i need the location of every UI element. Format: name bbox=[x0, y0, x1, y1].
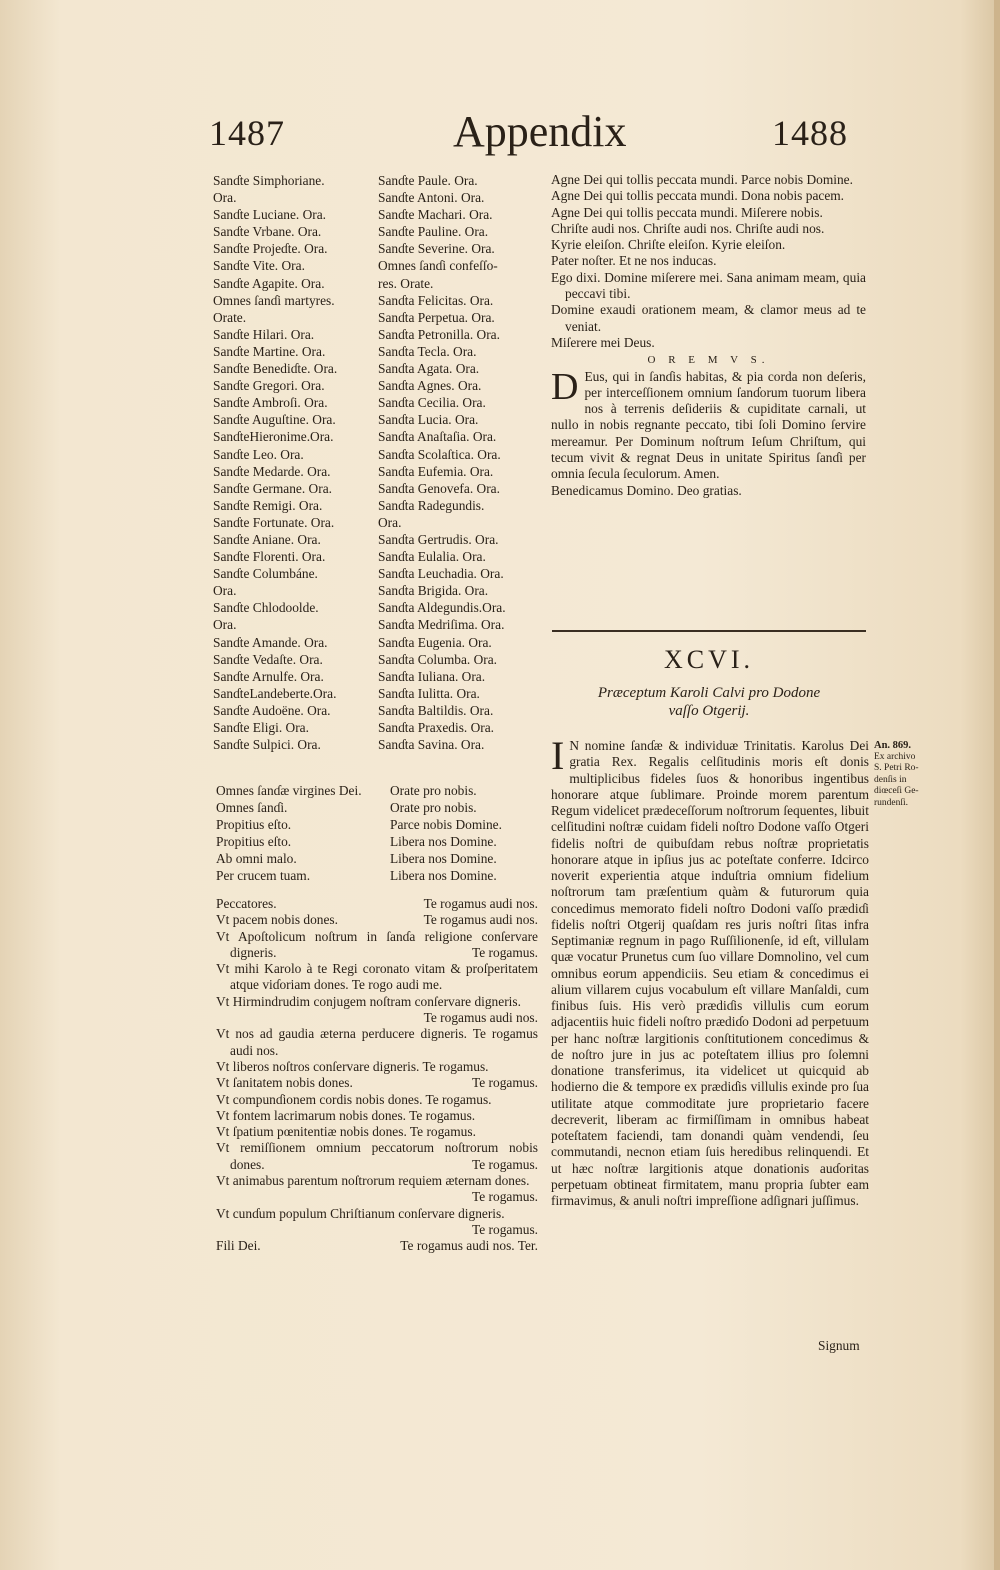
invocation-row bbox=[216, 799, 534, 816]
petition-text: Vt nos ad gaudia æterna perducere digneris. Te rogamus audi nos. bbox=[216, 1026, 538, 1058]
litany-line: Sanɗta Anaſtaſia. Ora. bbox=[378, 429, 497, 445]
litany-line: Ora. bbox=[213, 190, 237, 206]
petition-text: Vt pacem nobis dones. bbox=[216, 912, 338, 928]
left-page-number: 1487 bbox=[209, 113, 285, 153]
petition-line bbox=[216, 1124, 538, 1140]
litany-line: SanɗteLandeberte.Ora. bbox=[213, 685, 337, 701]
litany-line: Sanɗte Columbáne. bbox=[213, 566, 318, 582]
invocation-text: Per crucem tuam. bbox=[216, 868, 311, 884]
document-title-line-1: Præceptum Karoli Calvi pro Dodone bbox=[597, 685, 821, 701]
litany-line: Omnes ſanɗi martyres. bbox=[213, 292, 335, 308]
litany-line: Sanɗte Hilari. Ora. bbox=[213, 326, 315, 342]
litany-line: SanɗteHieronime.Ora. bbox=[213, 429, 334, 445]
litany-line: Sanɗte Eligi. Ora. bbox=[213, 720, 309, 735]
invocation-row bbox=[216, 833, 534, 850]
petition-line bbox=[216, 1059, 538, 1075]
litany-line: Sanɗte Agapite. Ora. bbox=[213, 275, 325, 291]
petition-text: Vt ſpatium pœnitentiæ nobis dones. Te rogamus. bbox=[216, 1124, 476, 1140]
litany-line: Sanɗte Luciane. Ora. bbox=[213, 207, 327, 223]
closing-line: Agne Dei qui tollis peccata mundi. Parce nobis Domine. bbox=[551, 172, 853, 187]
running-title: Appendix bbox=[453, 107, 627, 156]
invocation-row bbox=[216, 850, 534, 867]
closing-line: Pater noſter. Et ne nos inducas. bbox=[551, 253, 717, 269]
petition-response: Te rogamus. bbox=[472, 1221, 538, 1237]
litany-line: Sanɗte Medarde. Ora. bbox=[213, 463, 331, 479]
petition-response: Te rogamus audi nos. bbox=[423, 896, 538, 911]
invocation-response: Orate pro nobis. bbox=[390, 783, 477, 798]
petition-line bbox=[216, 1092, 538, 1108]
section-divider bbox=[552, 630, 866, 632]
closing-line: Ego dixi. Domine miſerere mei. Sana animam meam, quia peccavi tibi. bbox=[551, 269, 866, 302]
litany-line: Sanɗta Eugenia. Ora. bbox=[378, 634, 492, 650]
petition-response: Te rogamus. bbox=[472, 944, 538, 960]
litany-line: Sanɗte Leo. Ora. bbox=[213, 446, 304, 462]
litany-line: Sanɗte Projeɗte. Ora. bbox=[213, 241, 328, 257]
invocation-response: Orate pro nobis. bbox=[390, 800, 477, 816]
litany-line: Sanɗta Scolaſtica. Ora. bbox=[378, 446, 501, 462]
petition-response: Te rogamus audi nos. bbox=[423, 912, 538, 928]
invocation-row bbox=[216, 816, 534, 833]
invocation-text: Ab omni malo. bbox=[216, 851, 297, 867]
invocation-text: Propitius eſto. bbox=[216, 817, 292, 833]
benedicamus-line: Benedicamus Domino. Deo gratias. bbox=[551, 482, 742, 498]
litany-line: Sanɗte Severine. Ora. bbox=[378, 241, 495, 257]
closing-line: Kyrie eleiſon. Chriſte eleiſon. Kyrie eleiſon. bbox=[551, 237, 786, 253]
invocation-response: Libera nos Domine. bbox=[390, 851, 497, 867]
petition-response: Te rogamus. bbox=[472, 1189, 538, 1205]
closing-line: Chriſte audi nos. Chriſte audi nos. Chriſte audi nos. bbox=[551, 220, 825, 236]
litany-line: Orate. bbox=[213, 309, 247, 325]
litany-line: Sanɗte Auguſtine. Ora. bbox=[213, 412, 336, 428]
charter-body: N nomine ſanɗæ & individuæ Trinitatis. Karolus Dei gratia Rex. Regalis celſitudinis moris eſt donis multiplicibus fideles ſuos & honoribus ingentibus honorare atque ſublimare. Proinde morem parentum Regum videlicet prædeceſſorum noſtrorum ſequentes, libuit celſitudini noſtræ cuidam fideli noſtro Dodone vaſſo Otgeri fidelis noſtri de quibuſdam rebus noſtræ proprietatis honorare atque in ipſius jus ac poteſtate conferre. Idcirco noverit experientia atque induſtria omnium fidelium noſtrorum tam præſentium quàm & futurorum quia concedimus memorato fideli noſtro Dodoni vaſſo prædiɗi fidelis noſtri Otgerij quaſdam res juris noſtri ſitas infra Septimaniæ regnum in pago Ruſſilionenſe, id eſt, villulam quæ vocatur Prunetus cum ſuo villare Domnolino, vel cum omnibus eorum appendiciis. Seu etiam & concedimus ei alium villarem cujus vocabulum eſt villare Manſaldi, cum finibus ſuis. His verò prædiɗis villulis cum eorum adjacentiis huic fideli noſtro prædiɗo Dodoni ad perpetuum per hanc noſtræ largitionis conſtitutionem concedimus & de noſtro jure in jus ac poteſtatem illius pro ſolemni donatione transferimus, ita videlicet ut quicquid ab hodierno die & tempore ex prædiɗis villulis exinde pro ſua utilitate atque commoditate jure proprietario facere decreverit, liberam ac firmiſſimam in omnibus habeat poteſtatem faciendi, tam donandi quàm vendendi, ſeu commutandi, necnon etiam ſuis heredibus relinquendi. Et ut hæc noſtræ largitionis atque donationis auɗoritas perpetuam obtineat firmitatem, manu propria ſubter eam firmavimus, & anuli noſtri impreſſione adſignari juſſimus. bbox=[551, 738, 869, 1208]
litany-line: Sanɗta Iulitta. Ora. bbox=[378, 685, 480, 701]
closing-lines bbox=[551, 172, 866, 351]
collect-prayer bbox=[551, 365, 866, 483]
litany-line: Sanɗte Ambroſi. Ora. bbox=[213, 395, 328, 411]
petition-text: Vt cunɗum populum Chriſtianum conſervare digneris. bbox=[216, 1205, 505, 1221]
invocation-text: Propitius eſto. bbox=[216, 834, 292, 850]
invocation-text: Omnes ſanɗæ virgines Dei. bbox=[216, 783, 362, 798]
petition-response: Te rogamus. bbox=[472, 1156, 538, 1172]
litany-line: Sanɗte Vite. Ora. bbox=[213, 258, 305, 274]
petition-text: Vt Apoſtolicum noſtrum in ſanɗa religione conſervare digneris. bbox=[216, 928, 538, 960]
litany-line: Sanɗte Arnulfe. Ora. bbox=[213, 668, 324, 684]
invocation-row bbox=[216, 782, 534, 799]
litany-line: Sanɗte Aniane. Ora. bbox=[213, 531, 321, 547]
litany-line: Sanɗta Agata. Ora. bbox=[378, 361, 480, 377]
litany-line: Sanɗta Genovefa. Ora. bbox=[378, 480, 500, 496]
charter-text bbox=[551, 733, 869, 1209]
petitions-list bbox=[216, 896, 538, 1255]
litany-line: Ora. bbox=[213, 617, 237, 633]
page-header bbox=[0, 107, 1000, 162]
margin-note-line: diœceſi Ge- bbox=[874, 786, 919, 796]
litany-line: Sanɗta Agnes. Ora. bbox=[378, 378, 482, 394]
petition-text: Vt remiſſionem omnium peccatorum noſtrorum nobis dones. bbox=[216, 1140, 538, 1172]
litany-line: Sanɗte Machari. Ora. bbox=[378, 207, 493, 223]
invocation-response: Parce nobis Domine. bbox=[390, 817, 502, 833]
litany-line: Sanɗta Iuliana. Ora. bbox=[378, 668, 486, 684]
petition-line bbox=[216, 961, 538, 994]
litany-line: Sanɗta Radegundis. bbox=[378, 497, 485, 513]
drop-capital-i: I bbox=[551, 733, 565, 778]
litany-line: res. Orate. bbox=[378, 275, 434, 291]
petition-line bbox=[216, 1206, 538, 1239]
closing-line: Agne Dei qui tollis peccata mundi. Dona nobis pacem. bbox=[551, 188, 845, 204]
litany-line: Sanɗte Martine. Ora. bbox=[213, 343, 326, 359]
margin-note-line: rundenſi. bbox=[874, 797, 909, 808]
closing-line: Domine exaudi orationem meam, & clamor meus ad te veniat. bbox=[551, 302, 866, 334]
invocation-row bbox=[216, 867, 534, 884]
litany-line: Sanɗte Sulpici. Ora. bbox=[213, 737, 321, 753]
document-title bbox=[552, 684, 866, 720]
petition-text: Peccatores. bbox=[216, 896, 277, 911]
litany-line: Sanɗta Perpetua. Ora. bbox=[378, 309, 495, 325]
book-spine-edge bbox=[994, 0, 1000, 1570]
litany-line: Sanɗta Felicitas. Ora. bbox=[378, 292, 494, 308]
margin-note-line: denſis in bbox=[874, 774, 907, 785]
litany-line: Sanɗta Cecilia. Ora. bbox=[378, 395, 486, 411]
catchword: Signum bbox=[818, 1338, 860, 1353]
litany-column-left bbox=[213, 172, 385, 753]
litany-line: Sanɗte Antoni. Ora. bbox=[378, 190, 485, 206]
petition-line bbox=[216, 994, 538, 1027]
petition-line bbox=[216, 1238, 538, 1254]
litany-line: Sanɗta Eulalia. Ora. bbox=[378, 549, 486, 565]
litany-line: Sanɗta Lucia. Ora. bbox=[378, 412, 479, 428]
litany-line: Sanɗte Germane. Ora. bbox=[213, 480, 332, 496]
petition-line bbox=[216, 1026, 538, 1059]
litany-line: Sanɗta Aldegundis.Ora. bbox=[378, 600, 506, 616]
litany-line: Sanɗte Gregori. Ora. bbox=[213, 378, 325, 394]
litany-line: Sanɗte Vrbane. Ora. bbox=[213, 224, 322, 240]
petition-response: Te rogamus audi nos. bbox=[423, 1010, 538, 1026]
litany-line: Sanɗta Medriſima. Ora. bbox=[378, 617, 505, 633]
litany-line: Sanɗte Amande. Ora. bbox=[213, 634, 328, 650]
litany-line: Sanɗta Tecla. Ora. bbox=[378, 343, 477, 359]
closing-line: Miſerere mei Deus. bbox=[551, 334, 655, 350]
litany-line: Sanɗte Simphoriane. bbox=[213, 173, 325, 188]
invocation-response: Libera nos Domine. bbox=[390, 834, 497, 850]
litany-line: Sanɗta Praxedis. Ora. bbox=[378, 720, 495, 735]
litany-line: Sanɗte Vedaſte. Ora. bbox=[213, 651, 323, 667]
litany-line: Sanɗte Fortunate. Ora. bbox=[213, 514, 335, 530]
petition-line bbox=[216, 912, 538, 928]
petition-text: Vt liberos noſtros conſervare digneris. Te rogamus. bbox=[216, 1058, 489, 1074]
litany-column-middle bbox=[378, 172, 538, 753]
invocation-pairs bbox=[216, 782, 534, 885]
petition-line bbox=[216, 1075, 538, 1091]
petition-line bbox=[216, 1140, 538, 1173]
right-page-number: 1488 bbox=[772, 113, 848, 153]
oremus-heading: O R E M V S. bbox=[647, 354, 770, 367]
litany-line: Sanɗta Petronilla. Ora. bbox=[378, 326, 500, 342]
litany-line: Sanɗte Paule. Ora. bbox=[378, 173, 478, 188]
litany-line: Sanɗte Pauline. Ora. bbox=[378, 224, 489, 240]
margin-note-line: Ex archivo bbox=[874, 751, 916, 762]
invocation-text: Omnes ſanɗi. bbox=[216, 800, 288, 816]
litany-line: Sanɗta Savina. Ora. bbox=[378, 737, 485, 753]
litany-line: Sanɗta Leuchadia. Ora. bbox=[378, 566, 504, 582]
litany-line: Ora. bbox=[378, 514, 402, 530]
petition-text: Vt animabus parentum noſtrorum requiem æternam dones. bbox=[216, 1173, 530, 1189]
petition-text: Vt ſanitatem nobis dones. bbox=[216, 1075, 353, 1091]
document-title-line-2: vaſſo Otgerij. bbox=[668, 703, 750, 719]
petition-line bbox=[216, 1173, 538, 1206]
petition-response: Te rogamus audi nos. Ter. bbox=[400, 1238, 538, 1254]
margin-note-line: S. Petri Ro- bbox=[874, 763, 919, 773]
right-column-litany-end bbox=[551, 172, 866, 499]
litany-line: Sanɗta Columba. Ora. bbox=[378, 651, 498, 667]
invocation-response: Libera nos Domine. bbox=[390, 868, 497, 884]
drop-capital-d: D bbox=[551, 365, 579, 408]
closing-line: Agne Dei qui tollis peccata mundi. Miſerere nobis. bbox=[551, 204, 823, 220]
litany-line: Sanɗte Chlodoolde. bbox=[213, 600, 319, 616]
petition-line bbox=[216, 1108, 538, 1124]
litany-line: Sanɗte Florenti. Ora. bbox=[213, 549, 326, 565]
section-number: XCVI. bbox=[663, 645, 755, 674]
petition-text: Vt mihi Karolo à te Regi coronato vitam & proſperitatem atque viɗoriam dones. Te rogo audi me. bbox=[216, 961, 538, 993]
petition-text: Vt Hirmindrudim conjugem noſtram conſervare digneris. bbox=[216, 993, 521, 1009]
petition-text: Fili Dei. bbox=[216, 1238, 261, 1254]
litany-line: Sanɗte Benediɗte. Ora. bbox=[213, 361, 338, 377]
margin-note bbox=[874, 740, 944, 809]
petition-line bbox=[216, 896, 538, 912]
petition-line bbox=[216, 929, 538, 962]
petition-text: Vt compunɗionem cordis nobis dones. Te rogamus. bbox=[216, 1091, 492, 1107]
litany-line: Sanɗta Brigida. Ora. bbox=[378, 583, 489, 599]
litany-line: Sanɗta Baltildis. Ora. bbox=[378, 702, 494, 718]
litany-line: Sanɗte Audoëne. Ora. bbox=[213, 702, 331, 718]
litany-line: Sanɗta Gertrudis. Ora. bbox=[378, 531, 499, 547]
litany-line: Sanɗte Remigi. Ora. bbox=[213, 497, 323, 513]
litany-line: Sanɗta Eufemia. Ora. bbox=[378, 463, 494, 479]
collect-prayer-text: Eus, qui in ſanɗis habitas, & pia corda non deſeris, per interceſſionem omnium ſanɗorum tuorum libera nos à terrenis deſideriis & cupiditate carnali, ut nullo in nobis regnante peccato, tibi ſoli Domino ſervire mereamur. Per Dominum noſtrum Ieſum Chriſtum, qui tecum vivit & regnat Deus in unitate Spiritus ſanɗi per omnia ſecula ſeculorum. Amen. bbox=[551, 368, 866, 482]
petition-response: Te rogamus. bbox=[472, 1075, 538, 1091]
litany-line: Ora. bbox=[213, 583, 237, 599]
litany-line: Omnes ſanɗi confeſſo- bbox=[378, 258, 498, 274]
margin-note-line: An. 869. bbox=[874, 740, 912, 751]
petition-text: Vt fontem lacrimarum nobis dones. Te rogamus. bbox=[216, 1107, 476, 1123]
